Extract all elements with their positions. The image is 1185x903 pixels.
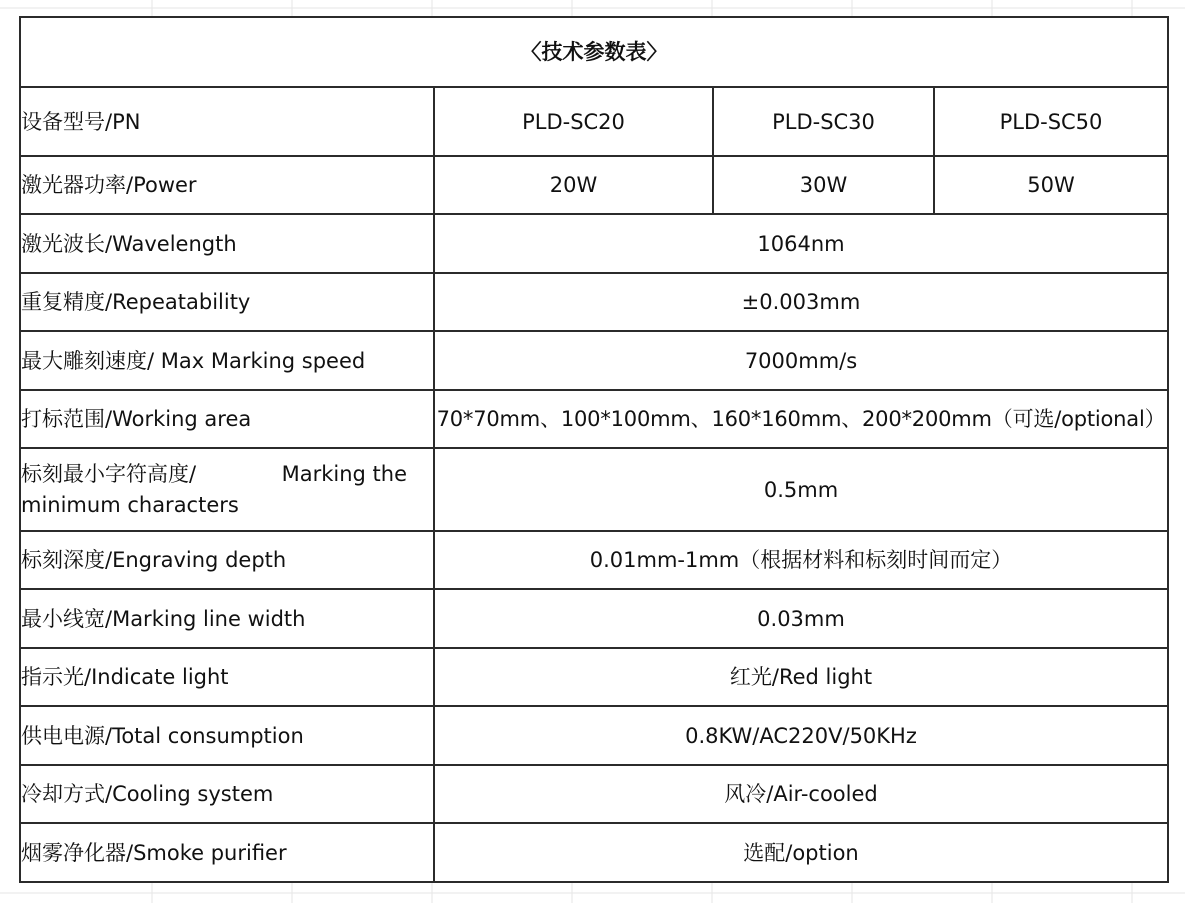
- label-first-line: [21, 459, 433, 490]
- table-row: [20, 448, 1168, 531]
- label-part: 标刻最小字符高度/: [21, 461, 197, 486]
- label-part: minimum characters: [21, 492, 239, 517]
- power-cell: 30W: [713, 156, 934, 214]
- row-value: 70*70mm、100*100mm、160*160mm、200*200mm（可选/optional）: [434, 390, 1168, 448]
- row-value: 风冷/Air-cooled: [434, 765, 1168, 823]
- row-label: [20, 448, 434, 531]
- table-row: [20, 589, 1168, 648]
- row-label: 烟雾净化器/Smoke purifier: [20, 823, 434, 882]
- row-label: 激光波长/Wavelength: [20, 214, 434, 273]
- row-value: 0.03mm: [434, 589, 1168, 648]
- table-row: [20, 87, 1168, 156]
- row-label: 重复精度/Repeatability: [20, 273, 434, 331]
- label-part: Marking the: [281, 461, 407, 486]
- row-label: 打标范围/Working area: [20, 390, 434, 448]
- row-value: 0.5mm: [434, 448, 1168, 531]
- table-title: 〈技术参数表〉: [20, 17, 1168, 87]
- table-row: [20, 273, 1168, 331]
- row-value: 0.01mm-1mm（根据材料和标刻时间而定）: [434, 531, 1168, 589]
- table-row: [20, 823, 1168, 882]
- multiline-label: [21, 459, 433, 521]
- row-label: 设备型号/PN: [20, 87, 434, 156]
- table-row: [20, 390, 1168, 448]
- row-label: 最小线宽/Marking line width: [20, 589, 434, 648]
- table-row: [20, 648, 1168, 706]
- power-cell: 50W: [934, 156, 1168, 214]
- table-row: [20, 331, 1168, 390]
- model-cell: PLD-SC20: [434, 87, 713, 156]
- row-label: 冷却方式/Cooling system: [20, 765, 434, 823]
- power-cell: 20W: [434, 156, 713, 214]
- spec-table: [19, 16, 1169, 883]
- row-value: ±0.003mm: [434, 273, 1168, 331]
- model-cell: PLD-SC50: [934, 87, 1168, 156]
- row-label: 激光器功率/Power: [20, 156, 434, 214]
- table-row: [20, 706, 1168, 765]
- table-row: [20, 765, 1168, 823]
- row-value: 选配/option: [434, 823, 1168, 882]
- row-value: 7000mm/s: [434, 331, 1168, 390]
- row-value: 0.8KW/AC220V/50KHz: [434, 706, 1168, 765]
- table-row: [20, 531, 1168, 589]
- row-label: 标刻深度/Engraving depth: [20, 531, 434, 589]
- row-value: 红光/Red light: [434, 648, 1168, 706]
- model-cell: PLD-SC30: [713, 87, 934, 156]
- row-label: 最大雕刻速度/ Max Marking speed: [20, 331, 434, 390]
- title-row: [20, 17, 1168, 87]
- table-row: [20, 214, 1168, 273]
- row-label: 供电电源/Total consumption: [20, 706, 434, 765]
- row-label: 指示光/Indicate light: [20, 648, 434, 706]
- row-value: 1064nm: [434, 214, 1168, 273]
- table-row: [20, 156, 1168, 214]
